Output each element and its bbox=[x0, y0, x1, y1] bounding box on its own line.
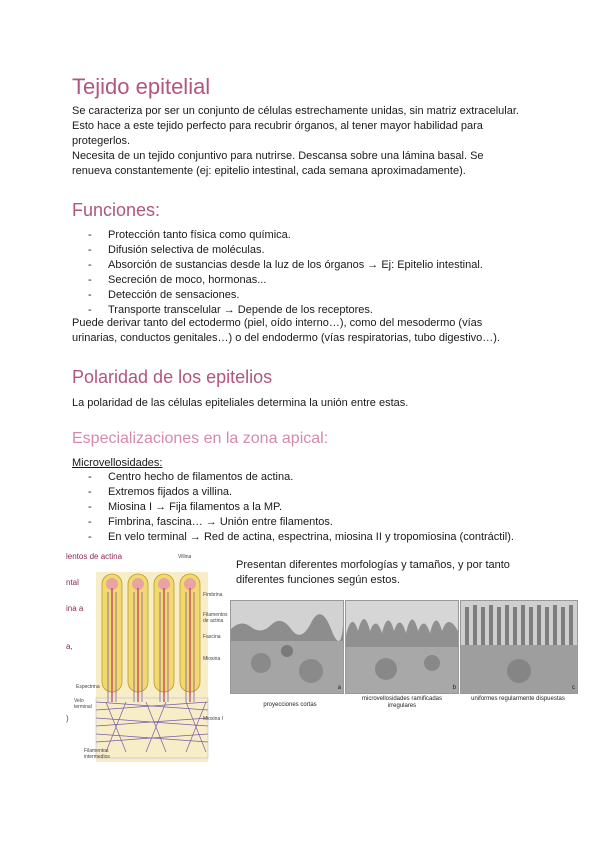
microvellosidades-list bbox=[88, 470, 514, 545]
page-title: Tejido epitelial bbox=[72, 74, 211, 99]
diagram-label-miosina-i: Miosina I bbox=[203, 716, 224, 722]
diagram-label-cut: ntal bbox=[66, 578, 79, 587]
list-item: - Centro hecho de filamentos de actina. bbox=[88, 470, 514, 485]
diagram-label-velo: Velo terminal bbox=[74, 698, 92, 710]
diagram-label-fascina: Fascina bbox=[203, 634, 221, 640]
diagram-label-miosina: Miosina bbox=[203, 656, 221, 662]
intro-line: Esto hace a este tejido perfecto para recubrir órganos, al tener mayor habilidad para bbox=[72, 120, 483, 132]
panel-letter: b bbox=[452, 685, 456, 691]
figure-caption bbox=[236, 558, 510, 588]
list-item: - En velo terminal → Red de actina, espectrina, miosina II y tropomiosina (contráctil). bbox=[88, 530, 514, 545]
intro-line: renueva constantemente (ej: epitelio intestinal, cada semana aproximadamente). bbox=[72, 165, 466, 177]
intro-paragraph bbox=[72, 104, 542, 179]
list-item: - Transporte transcelular → Depende de los receptores. bbox=[88, 303, 483, 318]
intro-line: Se caracteriza por ser un conjunto de células estrechamente unidas, sin matriz extracelular. bbox=[72, 105, 519, 117]
micrograph-a bbox=[230, 600, 344, 694]
panel-letter: a bbox=[337, 685, 341, 691]
origen-line: Puede derivar tanto del ectodermo (piel, oído interno…), como del mesodermo (vías bbox=[72, 317, 483, 329]
micrograph-c bbox=[460, 600, 578, 694]
diagram-label-filamentos: Filamentos de actina bbox=[203, 612, 228, 624]
diagram-label-cut: a, bbox=[66, 642, 73, 651]
caption-line: Presentan diferentes morfologías y tamaños, y por tanto bbox=[236, 559, 510, 571]
micrograph-b-image bbox=[346, 601, 458, 693]
diagram-label-villina: Villina bbox=[178, 554, 192, 560]
funciones-heading: Funciones: bbox=[72, 200, 161, 220]
diagram-label-cut: ina a bbox=[66, 604, 84, 613]
intro-line: Necesita de un tejido conjuntivo para nutrirse. Descansa sobre una lámina basal. Se bbox=[72, 150, 484, 162]
origen-line: urinarias, conductos genitales…) o del endodermo (vías respiratorias, tubo digestivo…). bbox=[72, 332, 500, 344]
list-item: - Protección tanto física como química. bbox=[88, 228, 483, 243]
microvilli-diagram bbox=[66, 552, 236, 762]
origen-paragraph bbox=[72, 316, 542, 346]
funciones-list bbox=[88, 228, 483, 318]
microvellosidades-subheading: Microvellosidades: bbox=[72, 457, 163, 469]
list-item: - Detección de sensaciones. bbox=[88, 288, 483, 303]
diagram-label-cut: ) bbox=[66, 714, 69, 723]
caption-line: diferentes funciones según estos. bbox=[236, 574, 400, 586]
list-item: - Secreción de moco, hormonas... bbox=[88, 273, 483, 288]
panel-caption-c: uniformes regularmente dispuestas bbox=[471, 696, 565, 702]
panel-caption-a: proyecciones cortas bbox=[263, 702, 317, 708]
intro-line: protegerlos. bbox=[72, 135, 131, 147]
panel-letter: c bbox=[572, 685, 575, 691]
micrograph-b bbox=[345, 600, 459, 694]
list-item: - Fimbrina, fascina… → Unión entre filamentos. bbox=[88, 515, 514, 530]
diagram-label-espectrina: Espectrina bbox=[76, 684, 100, 690]
polaridad-heading: Polaridad de los epitelios bbox=[72, 367, 273, 387]
list-item: - Difusión selectiva de moléculas. bbox=[88, 243, 483, 258]
list-item: - Extremos fijados a villina. bbox=[88, 485, 514, 500]
polaridad-text: La polaridad de las células epiteliales determina la unión entre estas. bbox=[72, 397, 409, 409]
list-item: - Absorción de sustancias desde la luz de los órganos → Ej: Epitelio intestinal. bbox=[88, 258, 483, 273]
diagram-label-cut: lentos de actina bbox=[66, 552, 123, 561]
micrograph-c-image bbox=[461, 601, 577, 693]
apical-heading: Especializaciones en la zona apical: bbox=[72, 430, 329, 447]
diagram-label-filamentos-intermedios: Filamentos intermedios bbox=[84, 748, 110, 760]
list-item: - Miosina I → Fija filamentos a la MP. bbox=[88, 500, 514, 515]
diagram-label-fimbrina: Fimbrina bbox=[203, 592, 223, 598]
micrograph-a-image bbox=[231, 601, 343, 693]
panel-caption-b: microvellosidades ramificadas irregulares bbox=[361, 696, 443, 709]
